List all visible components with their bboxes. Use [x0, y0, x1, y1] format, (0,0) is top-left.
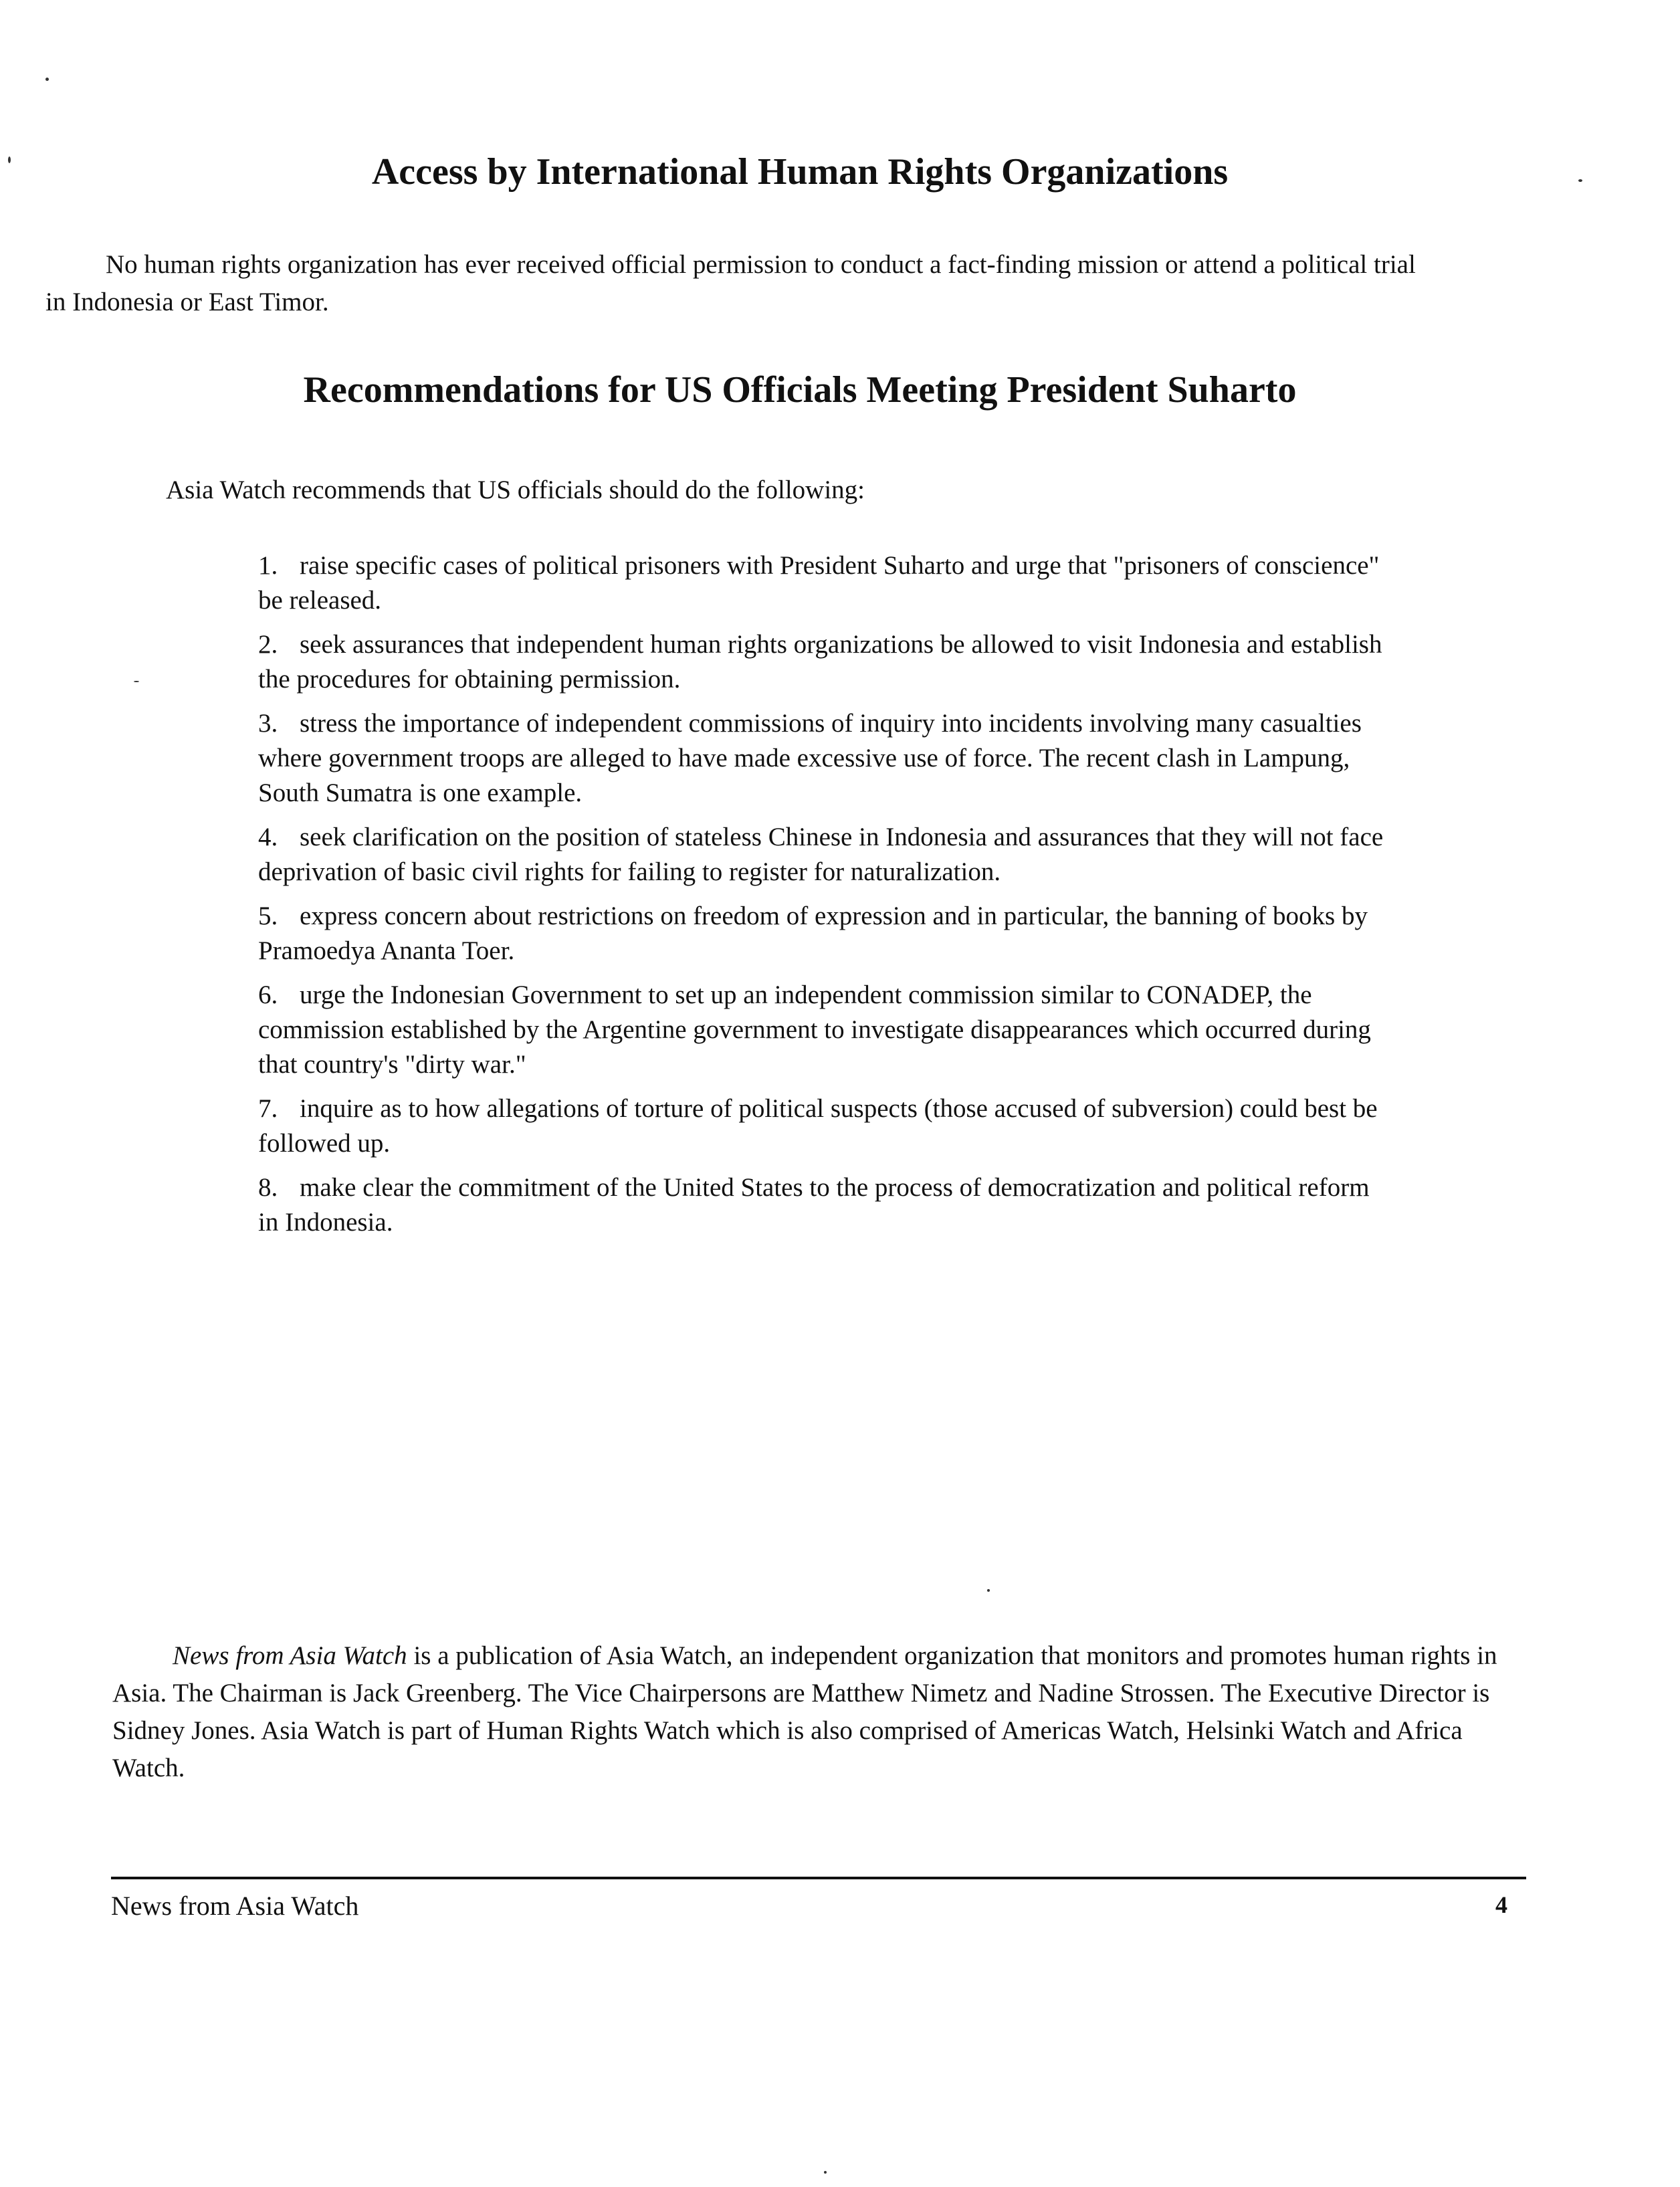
page-number: 4 [1495, 1891, 1507, 1918]
list-item-text: raise specific cases of political prisoners with President Suharto and urge that "prisoners of conscience" be released. [258, 551, 1380, 615]
recommendations-list [258, 548, 1395, 1249]
list-item-number: 3. [258, 709, 278, 738]
list-item [258, 627, 1395, 697]
list-item [258, 820, 1395, 890]
closing-paragraph [112, 1637, 1524, 1787]
list-item-text: stress the importance of independent commissions of inquiry into incidents involving many casualties where government troops are alleged to have made excessive use of force. The recent clash in Lampung, South Sumatra is one example. [258, 709, 1362, 807]
footer-rule [111, 1877, 1526, 1879]
list-item [258, 1091, 1395, 1161]
access-heading: Access by International Human Rights Organizations [371, 151, 1229, 193]
list-item-number: 1. [258, 551, 278, 580]
list-item-text: seek assurances that independent human rights organizations be allowed to visit Indonesia and establish the procedures for obtaining permission. [258, 630, 1382, 694]
list-item-number: 7. [258, 1094, 278, 1123]
recommendations-lead: Asia Watch recommends that US officials should do the following: [166, 476, 865, 504]
list-item [258, 899, 1395, 968]
scan-speck [45, 78, 49, 81]
list-item [258, 706, 1395, 811]
scan-speck [824, 2171, 827, 2174]
list-item [258, 978, 1395, 1082]
scan-speck [987, 1589, 990, 1592]
scan-speck [134, 681, 139, 682]
list-item-text: inquire as to how allegations of torture of political suspects (those accused of subversion) could best be followed up. [258, 1094, 1378, 1158]
recommendations-heading: Recommendations for US Officials Meeting President Suharto [303, 369, 1297, 411]
list-item-number: 4. [258, 823, 278, 851]
publication-title: News from Asia Watch [173, 1641, 407, 1670]
scan-speck [8, 157, 11, 163]
list-item-number: 2. [258, 630, 278, 659]
list-item [258, 548, 1395, 618]
access-paragraph: No human rights organization has ever received official permission to conduct a fact-finding mission or attend a political trial in Indonesia or East Timor. [45, 250, 1416, 316]
list-item-text: urge the Indonesian Government to set up an independent commission similar to CONADEP, the commission established by the Argentine government to investigate disappearances which occurred during that country's "dirty war." [258, 980, 1371, 1079]
list-item-text: make clear the commitment of the United States to the process of democratization and political reform in Indonesia. [258, 1173, 1370, 1237]
footer-title: News from Asia Watch [111, 1891, 359, 1921]
list-item-number: 5. [258, 902, 278, 930]
scan-speck [1578, 179, 1582, 182]
list-item-number: 8. [258, 1173, 278, 1202]
list-item-number: 6. [258, 980, 278, 1009]
list-item-text: express concern about restrictions on freedom of expression and in particular, the banning of books by Pramoedya Ananta Toer. [258, 902, 1368, 965]
list-item [258, 1170, 1395, 1240]
list-item-text: seek clarification on the position of stateless Chinese in Indonesia and assurances that they will not face deprivation of basic civil rights for failing to register for naturalization. [258, 823, 1384, 886]
closing-text: is a publication of Asia Watch, an independent organization that monitors and promotes human rights in Asia. The Chairman is Jack Greenberg. The Vice Chairpersons are Matthew Nimetz and Nadine Strossen. The Executive Director is Sidney Jones. Asia Watch is part of Human Rights Watch which is also comprised of Americas Watch, Helsinki Watch and Africa Watch. [112, 1641, 1497, 1782]
